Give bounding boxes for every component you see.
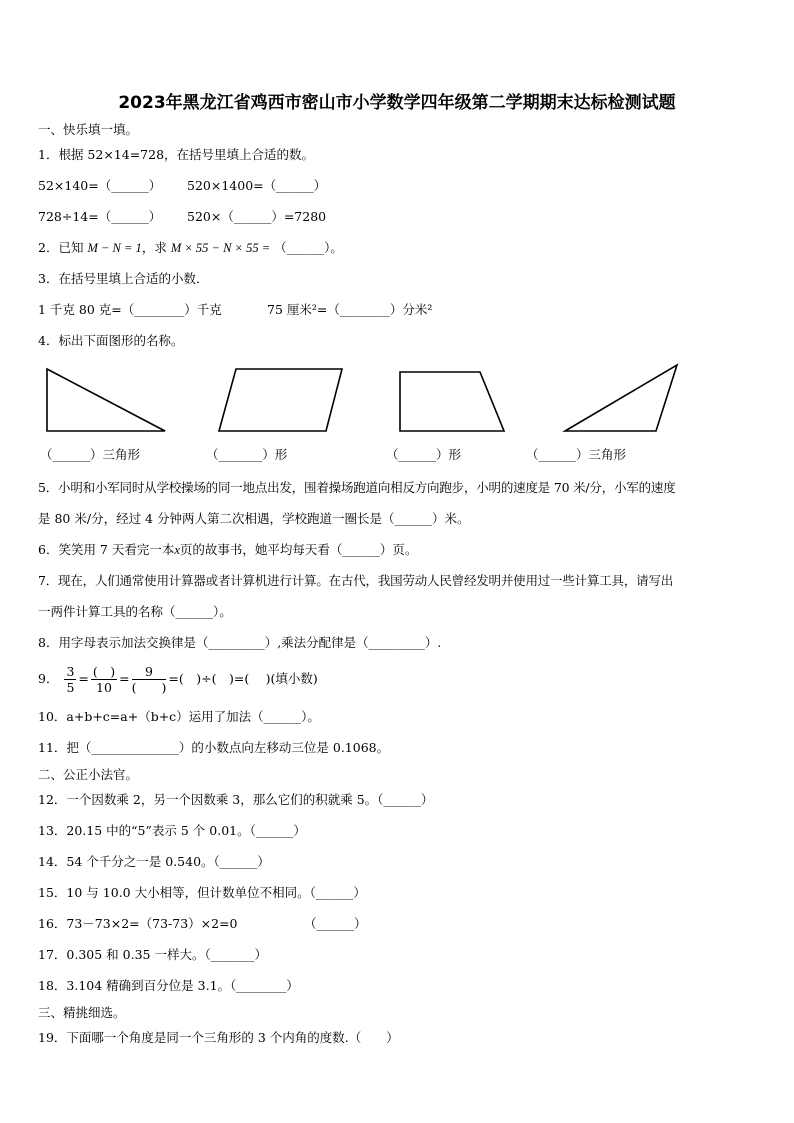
question-13: 13．20.15 中的“5”表示 5 个 0.01。（______） xyxy=(38,823,306,838)
question-14: 14．54 个千分之一是 0.540。（______） xyxy=(38,854,270,869)
question-2-middle: ，求 xyxy=(141,240,167,255)
fraction-2-denominator: 10 xyxy=(96,680,112,695)
question-4-label-2: （_______）形 xyxy=(206,447,288,462)
question-8: 8．用字母表示加法交换律是（_________）,乘法分配律是（_________）. xyxy=(38,635,442,650)
question-2-expression: M × 55 − N × 55 = xyxy=(170,241,271,255)
question-4-label-4: （______）三角形 xyxy=(526,447,627,462)
question-9-suffix: =( )÷( )=( )(填小数) xyxy=(168,671,318,686)
question-4-label-3: （______）形 xyxy=(386,447,462,462)
question-6-suffix: 页的故事书，她平均每天看（______）页。 xyxy=(179,542,418,557)
fraction-blank-10 xyxy=(91,664,117,695)
question-4-label-1: （______）三角形 xyxy=(40,447,141,462)
question-2-prefix: 2．已知 xyxy=(38,240,84,255)
parallelogram-figure xyxy=(214,364,348,436)
question-5-line-2: 是 80 米/分，经过 4 分钟两人第二次相遇，学校跑道一圈长是（______）米。 xyxy=(38,511,470,526)
fraction-1-denominator: 5 xyxy=(66,680,75,695)
question-10: 10．a+b+c=a+（b+c）运用了加法（______）。 xyxy=(38,709,320,724)
fraction-3-5 xyxy=(64,664,76,695)
question-9-prefix: 9． xyxy=(38,671,59,686)
question-1-item-d: 520×（______）=7280 xyxy=(187,209,327,224)
question-3-item-a: 1 千克 80 克=（________）千克 xyxy=(38,302,222,317)
question-6 xyxy=(38,542,417,558)
question-4: 4．标出下面图形的名称。 xyxy=(38,333,184,348)
section-heading-3: 三、精挑细选。 xyxy=(38,1005,126,1020)
trapezoid-figure xyxy=(394,364,510,436)
question-17: 17．0.305 和 0.35 一样大。（_______） xyxy=(38,947,267,962)
question-3-item-b: 75 厘米²=（________）分米² xyxy=(267,302,433,317)
fraction-3-numerator: 9 xyxy=(132,664,167,680)
fraction-2-numerator: ( ) xyxy=(92,664,116,679)
question-12: 12．一个因数乘 2，另一个因数乘 3，那么它们的积就乘 5。（______） xyxy=(38,792,434,807)
question-1-item-a: 52×140=（______） xyxy=(38,178,162,193)
question-1-item-b: 520×1400=（______） xyxy=(187,178,327,193)
question-18: 18．3.104 精确到百分位是 3.1。（________） xyxy=(38,978,299,993)
question-5-line-1: 5．小明和小军同时从学校操场的同一地点出发，围着操场跑道向相反方向跑步，小明的速度是 70 米/分，小军的速度 xyxy=(38,480,676,495)
page-title: 2023年黑龙江省鸡西市密山市小学数学四年级第二学期期末达标检测试题 xyxy=(118,93,676,113)
fraction-1-numerator: 3 xyxy=(66,664,75,679)
question-16-blank: （______） xyxy=(304,916,367,931)
section-heading-2: 二、公正小法官。 xyxy=(38,767,139,782)
question-2-blank: （______）。 xyxy=(274,240,343,255)
question-11: 11．把（______________）的小数点向左移动三位是 0.1068。 xyxy=(38,740,390,755)
question-6-prefix: 6．笑笑用 7 天看完一本 xyxy=(38,542,175,557)
question-19: 19．下面哪一个角度是同一个三角形的 3 个内角的度数.（ ） xyxy=(38,1030,399,1045)
question-3: 3．在括号里填上合适的小数． xyxy=(38,271,209,286)
question-7-line-1: 7．现在，人们通常使用计算器或者计算机进行计算。在古代，我国劳动人民曾经发明并使用过一些计算工具，请写出 xyxy=(38,573,674,588)
question-7-line-2: 一两件计算工具的名称（______）。 xyxy=(38,604,232,619)
question-2 xyxy=(38,240,343,256)
question-9: 9． $\frac{3}{5}$ = $\frac{( )}{10}$ = $\frac{9}{( )}$ =( )÷( )=( )(填小数) xyxy=(38,664,318,695)
question-6-variable: x xyxy=(174,543,180,557)
fraction-9-blank xyxy=(132,664,167,695)
question-15: 15．10 与 10.0 大小相等，但计数单位不相同。（______） xyxy=(38,885,366,900)
obtuse-triangle-figure xyxy=(560,360,682,436)
question-2-condition: M − N = 1 xyxy=(87,241,142,255)
question-16: 16．73－73×2=（73-73）×2=0 xyxy=(38,916,238,931)
right-triangle-figure xyxy=(40,364,170,436)
question-1-item-c: 728÷14=（______） xyxy=(38,209,162,224)
question-1: 1．根据 52×14=728，在括号里填上合适的数。 xyxy=(38,147,315,162)
fraction-3-denominator: ( ) xyxy=(131,680,167,695)
section-heading-1: 一、快乐填一填。 xyxy=(38,122,139,137)
